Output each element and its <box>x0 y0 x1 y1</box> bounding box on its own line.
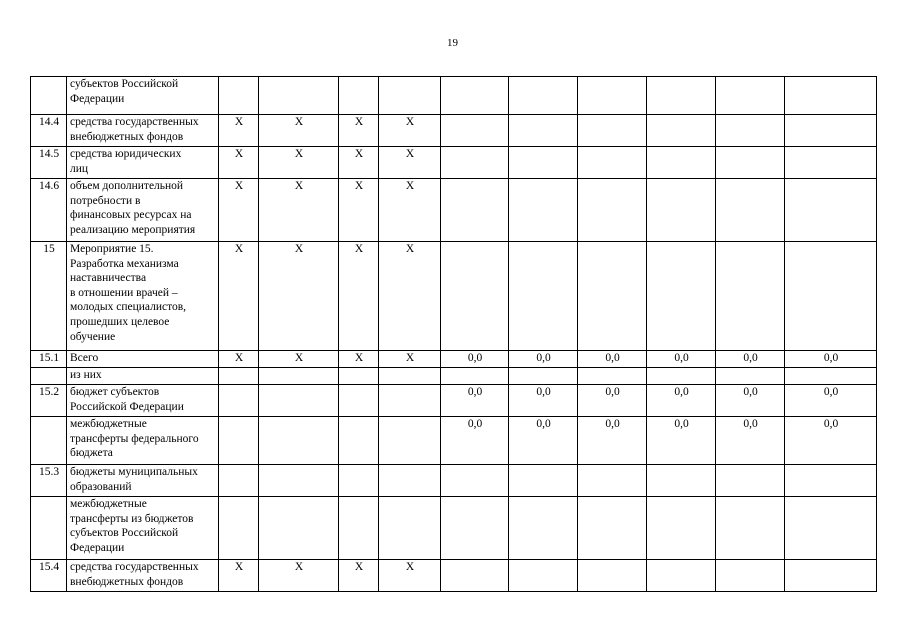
value-cell: 0,0 <box>647 351 716 368</box>
value-cell: 0,0 <box>509 351 578 368</box>
description-line: бюджета <box>70 447 113 460</box>
row-number-cell <box>31 497 67 560</box>
table-row <box>31 179 877 242</box>
value-cell <box>716 242 785 351</box>
mark-cell <box>219 77 259 115</box>
mark-cell <box>339 368 379 385</box>
description-line: межбюджетные <box>70 418 147 430</box>
mark-cell <box>379 465 441 497</box>
mark-cell: X <box>379 242 441 351</box>
row-number-cell: 14.4 <box>31 115 67 147</box>
description-line: трансферты федерального <box>70 432 199 445</box>
mark-cell: X <box>339 242 379 351</box>
description-line: из них <box>70 369 102 381</box>
budget-table <box>30 76 877 592</box>
value-cell <box>647 115 716 147</box>
value-cell <box>785 115 877 147</box>
mark-cell <box>219 497 259 560</box>
table-row <box>31 351 877 368</box>
value-cell: 0,0 <box>578 351 647 368</box>
value-cell <box>578 242 647 351</box>
description-line: Мероприятие 15. <box>70 243 154 255</box>
description-cell <box>67 351 219 368</box>
description-line: потребности в <box>70 194 141 207</box>
description-line: средства юридических <box>70 148 182 160</box>
value-cell <box>716 368 785 385</box>
mark-cell: X <box>219 147 259 179</box>
description-cell <box>67 242 219 351</box>
value-cell <box>509 179 578 242</box>
value-cell: 0,0 <box>509 417 578 465</box>
value-cell: 0,0 <box>785 385 877 417</box>
description-line: внебюджетных фондов <box>70 575 184 588</box>
description-line: прошедших целевое <box>70 315 170 328</box>
value-cell: 0,0 <box>716 417 785 465</box>
value-cell <box>578 179 647 242</box>
description-line: бюджеты муниципальных <box>70 466 198 478</box>
value-cell <box>647 465 716 497</box>
value-cell: 0,0 <box>441 417 509 465</box>
description-line: субъектов Российской <box>70 527 179 540</box>
value-cell: 0,0 <box>647 385 716 417</box>
value-cell <box>578 465 647 497</box>
mark-cell <box>379 368 441 385</box>
mark-cell: X <box>219 242 259 351</box>
value-cell <box>716 115 785 147</box>
mark-cell <box>379 385 441 417</box>
row-number-cell <box>31 417 67 465</box>
description-cell <box>67 147 219 179</box>
mark-cell <box>379 417 441 465</box>
value-cell <box>509 368 578 385</box>
mark-cell <box>259 465 339 497</box>
table-row <box>31 368 877 385</box>
description-line: бюджет субъектов <box>70 386 160 398</box>
row-number-cell: 14.6 <box>31 179 67 242</box>
value-cell: 0,0 <box>578 417 647 465</box>
row-number-cell: 15 <box>31 242 67 351</box>
value-cell <box>785 368 877 385</box>
mark-cell: X <box>219 179 259 242</box>
value-cell <box>441 179 509 242</box>
value-cell <box>785 465 877 497</box>
mark-cell <box>259 77 339 115</box>
value-cell: 0,0 <box>441 385 509 417</box>
description-line: Федерации <box>70 92 125 105</box>
value-cell <box>509 242 578 351</box>
table-row <box>31 417 877 465</box>
value-cell <box>647 77 716 115</box>
table-row <box>31 242 877 351</box>
value-cell: 0,0 <box>647 417 716 465</box>
description-line: межбюджетные <box>70 498 147 510</box>
mark-cell: X <box>339 560 379 592</box>
value-cell <box>647 497 716 560</box>
value-cell <box>441 115 509 147</box>
description-cell <box>67 417 219 465</box>
value-cell <box>578 497 647 560</box>
value-cell <box>509 147 578 179</box>
mark-cell: X <box>379 560 441 592</box>
value-cell <box>509 77 578 115</box>
mark-cell <box>259 368 339 385</box>
description-line: объем дополнительной <box>70 180 184 192</box>
row-number-cell <box>31 77 67 115</box>
mark-cell: X <box>379 115 441 147</box>
value-cell <box>647 560 716 592</box>
value-cell <box>509 465 578 497</box>
mark-cell: X <box>259 147 339 179</box>
mark-cell: X <box>219 351 259 368</box>
value-cell <box>785 560 877 592</box>
mark-cell <box>219 465 259 497</box>
page-number: 19 <box>447 37 458 49</box>
value-cell <box>785 497 877 560</box>
description-line: Федерации <box>70 541 125 554</box>
description-line: внебюджетных фондов <box>70 130 184 143</box>
value-cell <box>509 115 578 147</box>
value-cell: 0,0 <box>716 351 785 368</box>
mark-cell <box>339 385 379 417</box>
value-cell <box>716 147 785 179</box>
description-cell <box>67 385 219 417</box>
row-number-cell: 15.2 <box>31 385 67 417</box>
value-cell: 0,0 <box>785 417 877 465</box>
table-row <box>31 497 877 560</box>
description-cell <box>67 179 219 242</box>
mark-cell: X <box>339 147 379 179</box>
mark-cell <box>379 497 441 560</box>
value-cell: 0,0 <box>441 351 509 368</box>
table-row <box>31 465 877 497</box>
mark-cell: X <box>339 115 379 147</box>
description-line: в отношении врачей – <box>70 286 178 299</box>
value-cell <box>785 77 877 115</box>
value-cell <box>441 147 509 179</box>
value-cell <box>647 368 716 385</box>
value-cell <box>578 115 647 147</box>
row-number-cell: 14.5 <box>31 147 67 179</box>
value-cell: 0,0 <box>509 385 578 417</box>
value-cell <box>578 560 647 592</box>
mark-cell: X <box>379 147 441 179</box>
mark-cell <box>259 417 339 465</box>
mark-cell: X <box>379 179 441 242</box>
value-cell <box>716 179 785 242</box>
value-cell <box>441 465 509 497</box>
description-line: наставничества <box>70 272 147 285</box>
description-cell <box>67 465 219 497</box>
value-cell <box>785 147 877 179</box>
mark-cell: X <box>379 351 441 368</box>
mark-cell <box>339 497 379 560</box>
table-row <box>31 77 877 115</box>
table-body <box>31 77 877 592</box>
value-cell: 0,0 <box>785 351 877 368</box>
description-cell <box>67 497 219 560</box>
table-row <box>31 560 877 592</box>
value-cell <box>578 77 647 115</box>
value-cell <box>647 147 716 179</box>
row-number-cell <box>31 368 67 385</box>
description-line: молодых специалистов, <box>70 301 187 314</box>
row-number-cell: 15.1 <box>31 351 67 368</box>
description-line: образований <box>70 480 132 493</box>
mark-cell <box>379 77 441 115</box>
table-row <box>31 147 877 179</box>
value-cell: 0,0 <box>578 385 647 417</box>
value-cell <box>509 560 578 592</box>
table-row <box>31 115 877 147</box>
mark-cell: X <box>339 179 379 242</box>
mark-cell <box>339 77 379 115</box>
mark-cell: X <box>219 115 259 147</box>
description-line: обучение <box>70 330 116 343</box>
mark-cell <box>339 417 379 465</box>
value-cell <box>785 179 877 242</box>
mark-cell: X <box>259 242 339 351</box>
mark-cell: X <box>259 179 339 242</box>
value-cell <box>441 497 509 560</box>
mark-cell <box>259 385 339 417</box>
value-cell <box>716 465 785 497</box>
value-cell <box>647 179 716 242</box>
table-row <box>31 385 877 417</box>
mark-cell <box>339 465 379 497</box>
value-cell <box>441 77 509 115</box>
description-line: финансовых ресурсах на <box>70 209 192 222</box>
description-cell <box>67 368 219 385</box>
mark-cell <box>219 385 259 417</box>
mark-cell <box>259 497 339 560</box>
value-cell <box>716 560 785 592</box>
mark-cell <box>219 417 259 465</box>
value-cell <box>509 497 578 560</box>
description-line: субъектов Российской <box>70 78 179 90</box>
description-line: Всего <box>70 352 99 364</box>
mark-cell: X <box>339 351 379 368</box>
value-cell <box>441 368 509 385</box>
value-cell: 0,0 <box>716 385 785 417</box>
description-cell <box>67 560 219 592</box>
value-cell <box>578 147 647 179</box>
value-cell <box>716 497 785 560</box>
value-cell <box>785 242 877 351</box>
row-number-cell: 15.3 <box>31 465 67 497</box>
description-line: Российской Федерации <box>70 400 184 413</box>
mark-cell <box>219 368 259 385</box>
description-line: реализацию мероприятия <box>70 223 196 236</box>
description-line: средства государственных <box>70 116 199 128</box>
value-cell <box>441 242 509 351</box>
value-cell <box>441 560 509 592</box>
mark-cell: X <box>219 560 259 592</box>
description-cell <box>67 77 219 115</box>
mark-cell: X <box>259 115 339 147</box>
mark-cell: X <box>259 560 339 592</box>
description-line: лиц <box>70 162 89 175</box>
value-cell <box>647 242 716 351</box>
description-line: трансферты из бюджетов <box>70 512 194 525</box>
description-cell <box>67 115 219 147</box>
value-cell <box>716 77 785 115</box>
description-line: Разработка механизма <box>70 257 179 270</box>
value-cell <box>578 368 647 385</box>
row-number-cell: 15.4 <box>31 560 67 592</box>
mark-cell: X <box>259 351 339 368</box>
description-line: средства государственных <box>70 561 199 573</box>
